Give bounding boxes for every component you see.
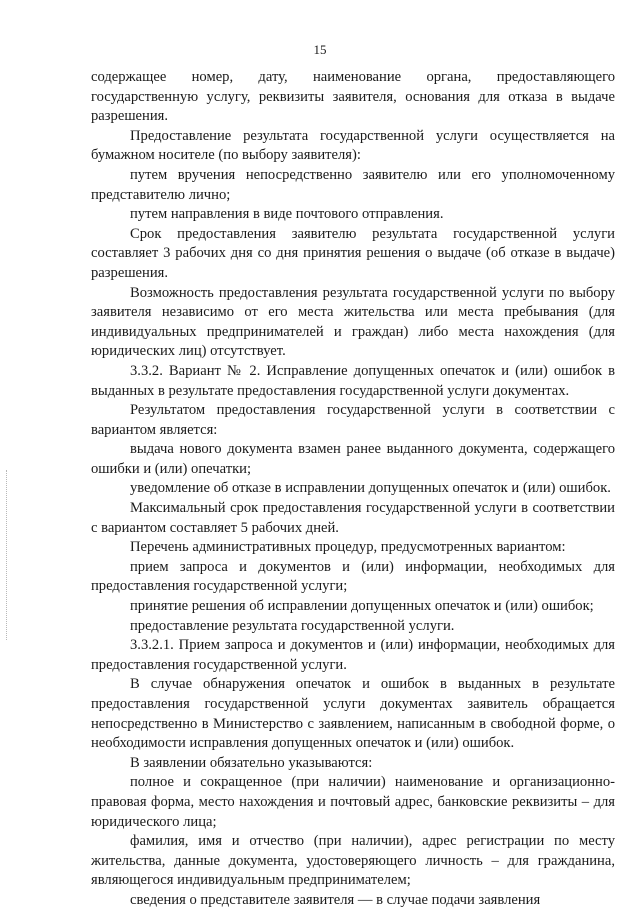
paragraph: фамилия, имя и отчество (при наличии), адрес регистрации по месту жительства, данные документа, удостоверяющего личность – для гражданина, являющегося индивидуальным предпринимателем; — [91, 833, 615, 889]
paragraph: сведения о представителе заявителя — в случае подачи заявления — [130, 891, 541, 908]
document-body — [91, 68, 615, 911]
paragraph: Возможность предоставления результата государственной услуги по выбору заявителя независимо от его места жительства или места пребывания (для индивидуальных предпринимателей и граждан) либо места нахождения (для юридических лиц) отсутствует. — [91, 284, 615, 360]
paragraph: прием запроса и документов и (или) информации, необходимых для предоставления государственной услуги; — [91, 558, 615, 595]
paragraph: Перечень административных процедур, предусмотренных вариантом: — [130, 539, 566, 556]
paragraph: выдача нового документа взамен ранее выданного документа, содержащего ошибки и (или) опечатки; — [91, 441, 615, 477]
paragraph: 3.3.2. Вариант № 2. Исправление допущенных опечаток и (или) ошибок в выданных в результате предоставления государственной услуги документах. — [91, 362, 615, 399]
paragraph: путем вручения непосредственно заявителю или его уполномоченному представителю лично; — [91, 166, 615, 203]
paragraph: принятие решения об исправлении допущенных опечаток и (или) ошибок; — [130, 598, 594, 615]
paragraph: уведомление об отказе в исправлении допущенных опечаток и (или) ошибок. — [130, 480, 611, 497]
paragraph: путем направления в виде почтового отправления. — [130, 206, 444, 223]
scan-edge-mark — [6, 470, 8, 640]
page-number: 15 — [313, 42, 327, 57]
paragraph: Предоставление результата государственной услуги осуществляется на бумажном носителе (по выбору заявителя): — [91, 127, 615, 164]
paragraph: полное и сокращенное (при наличии) наименование и организационно-правовая форма, место нахождения и почтовый адрес, банковские реквизиты – для юридического лица; — [91, 774, 615, 830]
paragraph: В случае обнаружения опечаток и ошибок в выданных в результате предоставления государственной услуги документах заявитель обращается непосредственно в Министерство с заявлением, написанным в свободной форме, о необходимости исправления допущенных опечаток и (или) ошибок. — [91, 676, 615, 752]
paragraph: Результатом предоставления государственной услуги в соответствии с вариантом является: — [91, 402, 615, 438]
paragraph: Максимальный срок предоставления государственной услуги в соответствии с вариантом составляет 5 рабочих дней. — [91, 500, 615, 536]
paragraph: Срок предоставления заявителю результата государственной услуги составляет 3 рабочих дня со дня принятия решения о выдаче (об отказе в выдаче) разрешения. — [91, 225, 615, 281]
paragraph: предоставление результата государственной услуги. — [130, 617, 455, 634]
paragraph: 3.3.2.1. Прием запроса и документов и (или) информации, необходимых для предоставления государственной услуги. — [91, 637, 615, 673]
paragraph: содержащее номер, дату, наименование органа, предоставляющего государственную услугу, реквизиты заявителя, основания для отказа в выдаче разрешения. — [91, 69, 615, 125]
paragraph: В заявлении обязательно указываются: — [130, 754, 373, 771]
